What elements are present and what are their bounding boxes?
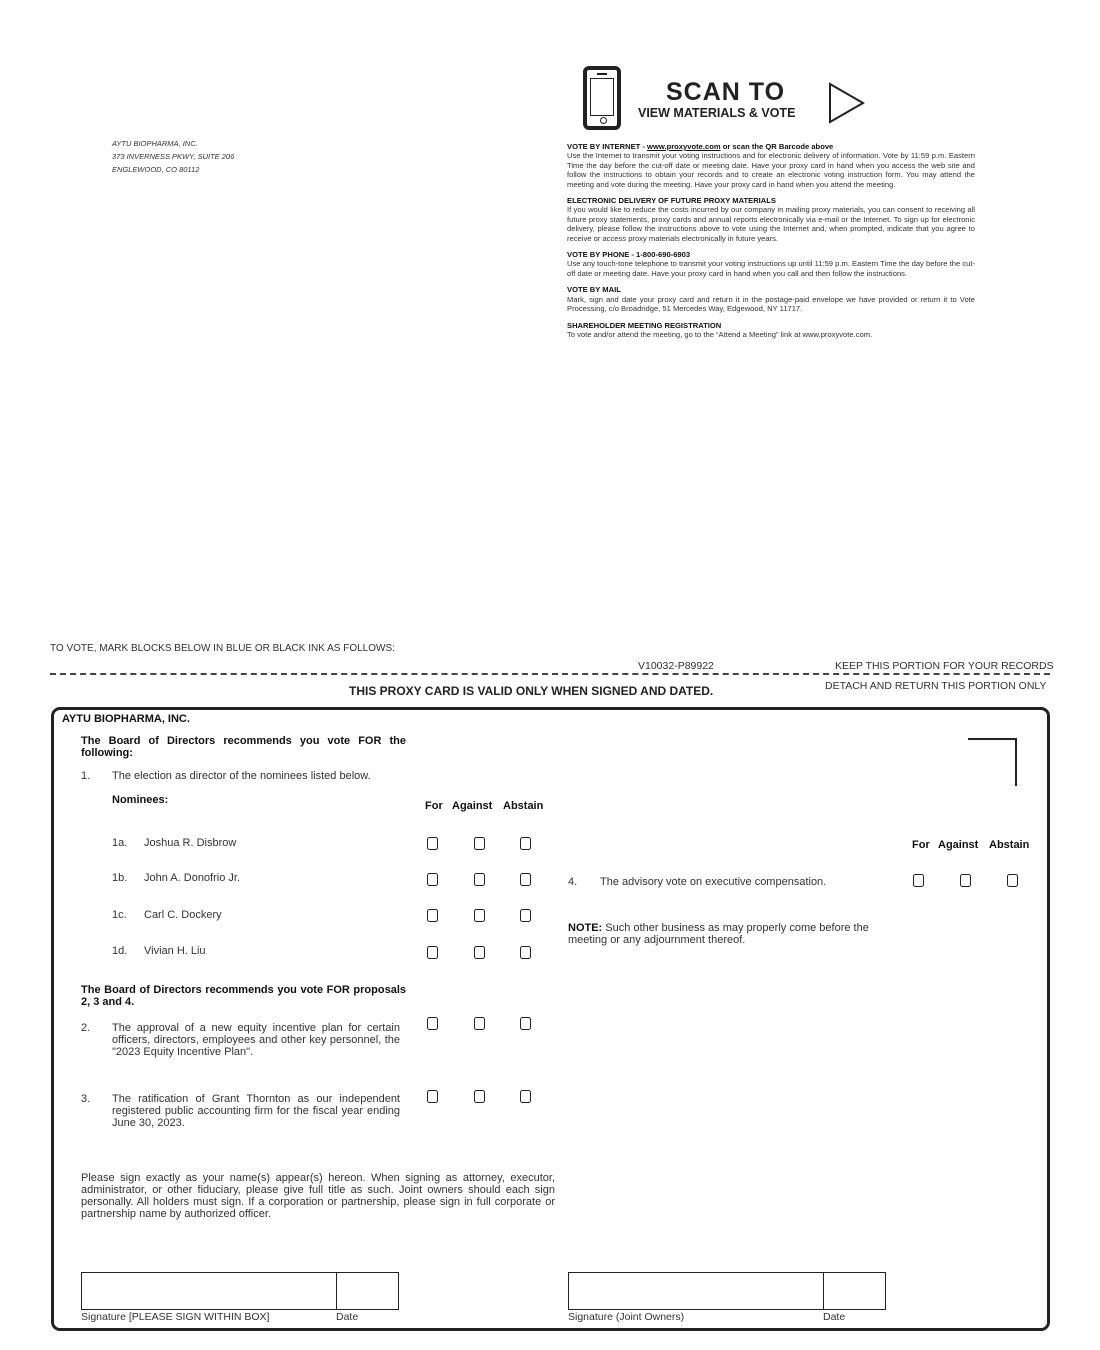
checkbox-2-against[interactable] [474,1017,485,1030]
note [568,922,898,946]
col-abstain-right: Abstain [989,839,1030,851]
checkbox-1c-against[interactable] [474,909,485,922]
joint-date-divider [823,1272,824,1310]
proposal-3-number: 3. [81,1093,91,1105]
col-against: Against [452,800,493,812]
checkbox-4-abstain[interactable] [1007,874,1018,887]
signing-instructions: Please sign exactly as your name(s) appear(s) hereon. When signing as attorney, executor, administrator, or other fiduciary, please give full title as such. Joint owners should each sign personally. All holders must sign. If a corporation or partnership, please sign in full corporate or partnership name by authorized officer. [81,1172,555,1220]
mark-instructions: TO VOTE, MARK BLOCKS BELOW IN BLUE OR BLACK INK AS FOLLOWS: [50,643,395,654]
item-1-text: The election as director of the nominees listed below. [112,770,371,782]
note-text: Such other business as may properly come before the meeting or any adjournment thereof. [568,922,869,946]
checkbox-1a-against[interactable] [474,837,485,850]
address-company: AYTU BIOPHARMA, INC. [112,139,198,148]
checkbox-1a-for[interactable] [427,837,438,850]
checkbox-1b-against[interactable] [474,873,485,886]
proxy-card [51,707,1050,1331]
checkbox-1d-for[interactable] [427,946,438,959]
proposal-2-number: 2. [81,1022,91,1034]
nominee-1c-code: 1c. [112,909,127,921]
checkbox-1d-abstain[interactable] [520,946,531,959]
address-street: 373 INVERNESS PKWY, SUITE 206 [112,152,235,161]
joint-date-label: Date [823,1311,846,1323]
nominee-1d-code: 1d. [112,945,128,957]
checkbox-1b-abstain[interactable] [520,873,531,886]
detach-return-label: DETACH AND RETURN THIS PORTION ONLY [825,680,1047,692]
mailing-address [112,137,234,176]
checkbox-1c-for[interactable] [427,909,438,922]
nominee-1b-code: 1b. [112,872,128,884]
note-label: NOTE: [568,922,603,934]
meeting-registration-section: SHAREHOLDER MEETING REGISTRATION To vote and/or attend the meeting, go to the “Attend a Meeting” link at www.proxyvote.com. [567,320,873,339]
date-label: Date [336,1311,359,1323]
scan-subtitle: VIEW MATERIALS & VOTE [638,106,796,120]
control-code: V10032-P89922 [638,660,714,672]
checkbox-1a-abstain[interactable] [520,837,531,850]
signature-box[interactable] [81,1272,399,1310]
smartphone-icon [583,66,621,130]
valid-notice: THIS PROXY CARD IS VALID ONLY WHEN SIGNED AND DATED. [349,684,714,698]
col-against-right: Against [938,839,979,851]
address-city: ENGLEWOOD, CO 80112 [112,165,200,174]
board-recommendation-2: The Board of Directors recommends you vote FOR proposals 2, 3 and 4. [81,984,406,1008]
corner-mark [968,738,1017,786]
checkbox-4-for[interactable] [913,874,924,887]
checkbox-1b-for[interactable] [427,873,438,886]
checkbox-2-abstain[interactable] [520,1017,531,1030]
proposal-3-text: The ratification of Grant Thornton as our independent registered public accounting firm for the fiscal year ending June 30, 2023. [112,1093,400,1129]
nominee-1d-name: Vivian H. Liu [144,945,206,957]
nominee-1c-name: Carl C. Dockery [144,909,222,921]
proxyvote-link[interactable]: www.proxyvote.com [647,142,721,151]
vote-phone-section: VOTE BY PHONE - 1-800-690-6903 Use any touch-tone telephone to transmit your voting instructions up until 11:59 p.m. Eastern Time the day before the cut-off date or meeting date. Have your proxy card in hand when you call and then follow the instructions. [567,250,975,278]
vote-mail-section: VOTE BY MAIL Mark, sign and date your proxy card and return it in the postage-paid envelope we have provided or return it to Vote Processing, c/o Broadridge, 51 Mercedes Way, Edgewood, NY 11717. [567,285,975,314]
nominee-1b-name: John A. Donofrio Jr. [144,872,240,884]
keep-portion-label: KEEP THIS PORTION FOR YOUR RECORDS [835,660,1054,672]
checkbox-3-for[interactable] [427,1090,438,1103]
scan-title: SCAN TO [666,78,786,106]
col-abstain: Abstain [503,800,544,812]
checkbox-2-for[interactable] [427,1017,438,1030]
detach-line [50,673,1050,675]
checkbox-3-against[interactable] [474,1090,485,1103]
voting-instructions [567,142,975,346]
nominee-1a-code: 1a. [112,837,128,849]
board-recommendation-1: The Board of Directors recommends you vote FOR the following: [81,735,406,759]
vote-internet-section: VOTE BY INTERNET - www.proxyvote.com or scan the QR Barcode above Use the Internet to transmit your voting instructions and for electronic delivery of information. Vote by 11:59 p.m. Eastern Time the day before the cut-off date or meeting date. Have your proxy card in hand when you access the web site and follow the instructions to obtain your records and to create an electronic voting instruction form. You may attend the meeting and vote during the meeting. Have your proxy card in hand when you attend the meeting. [567,142,975,189]
col-for: For [425,800,443,812]
checkbox-1c-abstain[interactable] [520,909,531,922]
date-divider [336,1272,337,1310]
proposal-2-text: The approval of a new equity incentive plan for certain officers, directors, employees and other key personnel, the "2023 Equity Incentive Plan". [112,1022,400,1058]
item-1-number: 1. [81,770,91,782]
joint-signature-label: Signature (Joint Owners) [568,1311,685,1323]
nominees-label: Nominees: [112,794,169,806]
joint-signature-box[interactable] [568,1272,886,1310]
card-company: AYTU BIOPHARMA, INC. [62,713,190,725]
checkbox-1d-against[interactable] [474,946,485,959]
electronic-delivery-section: ELECTRONIC DELIVERY OF FUTURE PROXY MATERIALS If you would like to reduce the costs incurred by our company in mailing proxy materials, you can consent to receiving all future proxy statements, proxy cards and annual reports electronically via e-mail or the Internet. To sign up for electronic delivery, please follow the instructions above to vote using the Internet and, when prompted, indicate that you agree to receive or access proxy materials electronically in future years. [567,196,975,243]
checkbox-3-abstain[interactable] [520,1090,531,1103]
proposal-4-text: The advisory vote on executive compensation. [600,876,827,888]
play-arrow-icon [828,82,866,124]
col-for-right: For [912,839,930,851]
signature-label: Signature [PLEASE SIGN WITHIN BOX] [81,1311,270,1323]
nominee-1a-name: Joshua R. Disbrow [144,837,237,849]
proposal-4-number: 4. [568,876,578,888]
checkbox-4-against[interactable] [960,874,971,887]
